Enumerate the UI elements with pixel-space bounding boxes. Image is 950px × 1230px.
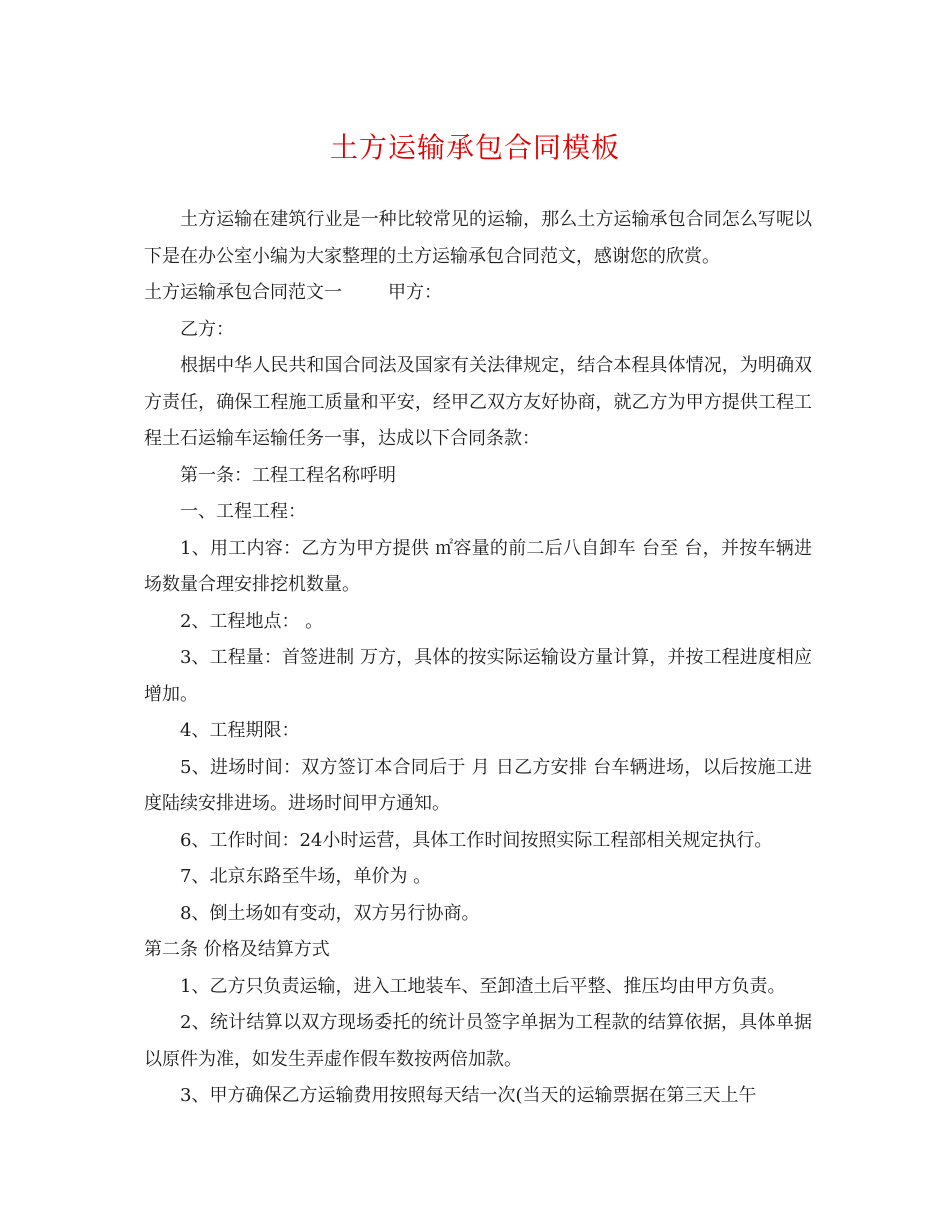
party-b-label: 乙方： — [180, 318, 234, 340]
section-1-heading: 一、工程工程： — [180, 501, 306, 522]
list-item: 2、统计结算以双方现场委托的统计员签字单据为工程款的结算依据，具体单据以原件为准，如发生弄虚作假车数按两倍加款。 — [144, 1012, 812, 1070]
list-item: 4、工程期限： — [180, 720, 300, 741]
intro-paragraph: 土方运输在建筑行业是一种比较常见的运输，那么土方运输承包合同怎么写呢以下是在办公室小编为大家整理的土方运输承包合同范文，感谢您的欣赏。 — [144, 209, 812, 267]
article-2-heading: 第二条 价格及结算方式 — [144, 939, 330, 960]
sample-line — [144, 275, 812, 312]
document-body — [144, 202, 812, 1115]
preamble-paragraph: 根据中华人民共和国合同法及国家有关法律规定，结合本程具体情况，为明确双方责任，确保工程施工质量和平安，经甲乙双方友好协商，就乙方为甲方提供工程工程土石运输车运输任务一事，达成以下合同条款： — [144, 355, 812, 449]
party-a-label: 甲方： — [388, 282, 442, 303]
list-item: 3、工程量：首签进制 万方，具体的按实际运输设方量计算，并按工程进度相应增加。 — [144, 647, 812, 705]
list-item: 6、工作时间：24小时运营，具体工作时间按照实际工程部相关规定执行。 — [180, 829, 773, 851]
list-item: 1、乙方只负责运输，进入工地装车、至卸渣土后平整、推压均由甲方负责。 — [180, 975, 786, 997]
list-item: 8、倒土场如有变动，双方另行协商。 — [180, 902, 480, 924]
list-item: 2、工程地点： 。 — [180, 610, 324, 632]
list-item: 1、用工内容：乙方为甲方提供 ㎡容量的前二后八自卸车 台至 台，并按车辆进场数量合理安排挖机数量。 — [144, 537, 812, 595]
sample-label: 土方运输承包合同范文一 — [144, 282, 342, 303]
document-title: 土方运输承包合同模板 — [329, 131, 620, 164]
list-item: 5、进场时间：双方签订本合同后于 月 日乙方安排 台车辆进场，以后按施工进度陆续安排进场。进场时间甲方通知。 — [144, 756, 812, 814]
list-item: 7、北京东路至牛场，单价为 。 — [180, 866, 432, 887]
article-1-heading: 第一条：工程工程名称呼明 — [180, 464, 396, 486]
list-item: 3、甲方确保乙方运输费用按照每天结一次(当天的运输票据在第三天上午 — [180, 1085, 757, 1106]
